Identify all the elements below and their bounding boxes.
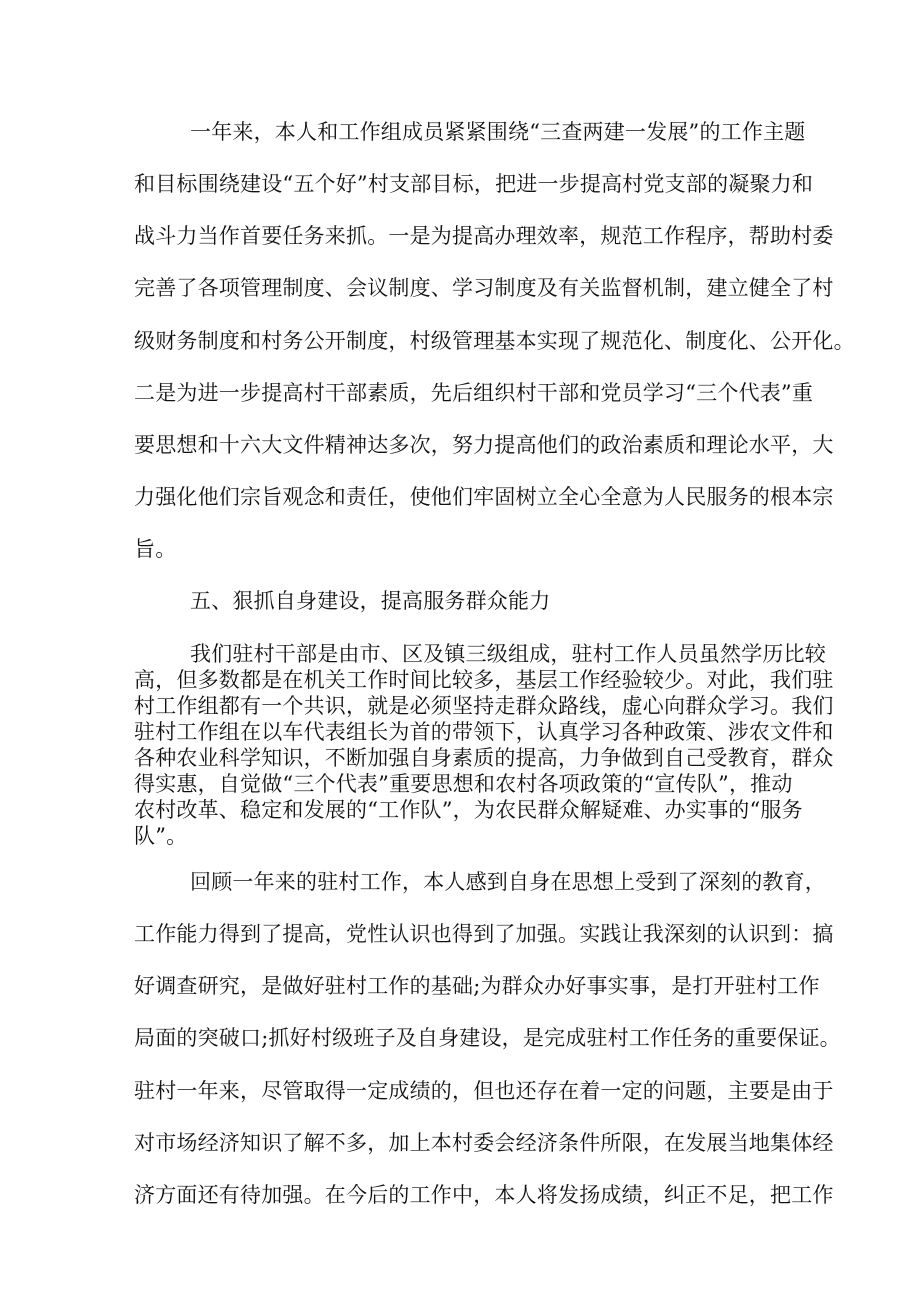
paragraph-1-line: 二是为进一步提高村干部素质，先后组织村干部和党员学习“三个代表”重 bbox=[134, 381, 814, 405]
paragraph-2-line: 我们驻村干部是由市、区及镇三级组成，驻村工作人员虽然学历比较 bbox=[190, 642, 826, 666]
paragraph-1-line: 力强化他们宗旨观念和责任，使他们牢固树立全心全意为人民服务的根本宗 bbox=[134, 485, 834, 509]
paragraph-2-line: 农村改革、稳定和发展的“工作队”，为农民群众解疑难、办实事的“服务 bbox=[134, 798, 803, 822]
paragraph-3-line: 回顾一年来的驻村工作，本人感到自身在思想上受到了深刻的教育， bbox=[190, 870, 826, 894]
paragraph-2-line: 驻村工作组在以车代表组长为首的带领下，认真学习各种政策、涉农文件和 bbox=[134, 720, 834, 744]
paragraph-3-line: 好调查研究，是做好驻村工作的基础;为群众办好事实事，是打开驻村工作 bbox=[134, 974, 820, 998]
paragraph-2-line: 村工作组都有一个共识，就是必须坚持走群众路线，虚心向群众学习。我们 bbox=[134, 694, 834, 718]
paragraph-3-line: 驻村一年来，尽管取得一定成绩的，但也还存在着一定的问题，主要是由于 bbox=[134, 1079, 834, 1103]
paragraph-3-line: 局面的突破口;抓好村级班子及自身建设，是完成驻村工作任务的重要保证。 bbox=[134, 1026, 841, 1050]
paragraph-3-line: 对市场经济知识了解不多，加上本村委会经济条件所限，在发展当地集体经 bbox=[134, 1131, 834, 1155]
paragraph-3-line: 工作能力得到了提高，党性认识也得到了加强。实践让我深刻的认识到：搞 bbox=[134, 922, 834, 946]
paragraph-1-line: 级财务制度和村务公开制度，村级管理基本实现了规范化、制度化、公开化。 bbox=[134, 329, 855, 353]
paragraph-1-line: 和目标围绕建设“五个好”村支部目标，把进一步提高村党支部的凝聚力和 bbox=[134, 172, 814, 196]
paragraph-3-line: 济方面还有待加强。在今后的工作中，本人将发扬成绩，纠正不足，把工作 bbox=[134, 1183, 834, 1207]
paragraph-1-line: 旨。 bbox=[134, 537, 177, 561]
paragraph-1-line: 一年来，本人和工作组成员紧紧围绕“三查两建一发展”的工作主题 bbox=[190, 120, 806, 144]
paragraph-2-line: 得实惠，自觉做“三个代表”重要思想和农村各项政策的“宣传队”，推动 bbox=[134, 772, 793, 796]
section-heading: 五、狠抓自身建设，提高服务群众能力 bbox=[190, 589, 551, 613]
paragraph-2-line: 队”。 bbox=[134, 824, 188, 848]
paragraph-2-line: 各种农业科学知识，不断加强自身素质的提高，力争做到自己受教育，群众 bbox=[134, 746, 834, 770]
paragraph-1-line: 战斗力当作首要任务来抓。一是为提高办理效率，规范工作程序，帮助村委 bbox=[134, 224, 834, 248]
paragraph-2-line: 高，但多数都是在机关工作时间比较多，基层工作经验较少。对此，我们驻 bbox=[134, 668, 834, 692]
paragraph-1-line: 完善了各项管理制度、会议制度、学习制度及有关监督机制，建立健全了村 bbox=[134, 276, 834, 300]
paragraph-1-line: 要思想和十六大文件精神达多次，努力提高他们的政治素质和理论水平，大 bbox=[134, 433, 834, 457]
